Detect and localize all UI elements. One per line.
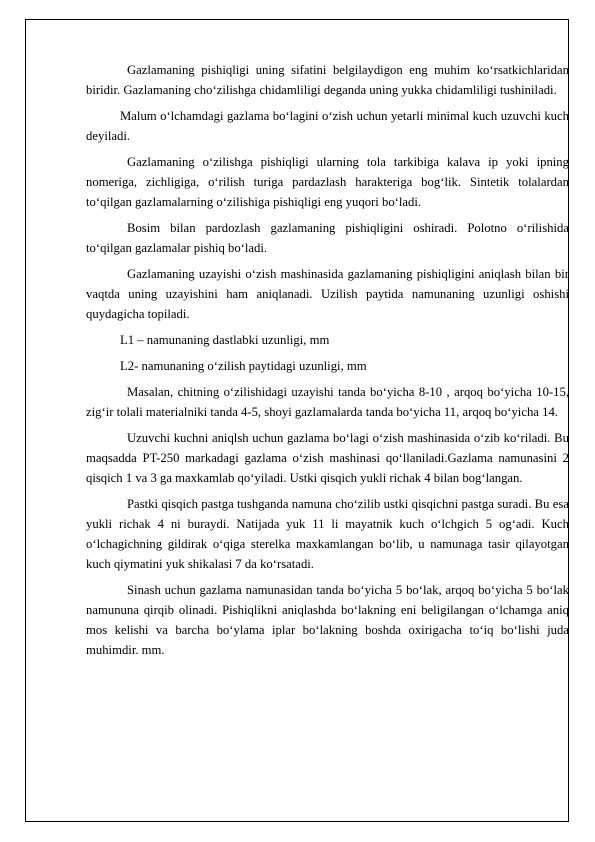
paragraph-7: L2- namunaning o‘zilish paytidagi uzunligi, mm [120, 359, 367, 373]
paragraph-8: Masalan, chitning o‘zilishidagi uzayishi tanda bo‘yicha 8-10 , arqoq bo‘yicha 10-15, zig‘ir tolali materialniki tanda 4-5, shoyi gazlamalarda tanda bo‘yicha 11, arqoq bo‘yicha 14. [86, 385, 569, 419]
paragraph-3: Gazlamaning o‘zilishga pishiqligi ularning tola tarkibiga kalava ip yoki ipning nomeriga, zichligiga, o‘rilish turiga pardazlash harakteriga bog‘lik. Sintetik tolalardan to‘qilgan gazlamalarning o‘zilishiga pishiqligi eng yuqori bo‘ladi. [86, 155, 569, 209]
paragraph-6: L1 – namunaning dastlabki uzunligi, mm [120, 333, 330, 347]
paragraph-2: Malum o‘lchamdagi gazlama bo‘lagini o‘zish uchun yetarli minimal kuch uzuvchi kuch deyiladi. [86, 109, 569, 143]
paragraph-10: Pastki qisqich pastga tushganda namuna cho‘zilib ustki qisqichni pastga suradi. Bu esa yukli richak 4 ni buraydi. Natijada yuk 11 li mayatnik kuch o‘lchgich 5 og‘adi. Kuch o‘lchagichning gildirak o‘qiga sterelka maxkamlangan bo‘lib, u namunaga tasir qilayotgan kuch qiymatini yuk shikalasi 7 da ko‘rsatadi. [86, 497, 569, 571]
paragraph-11: Sinash uchun gazlama namunasidan tanda bo‘yicha 5 bo‘lak, arqoq bo‘yicha 5 bo‘lak namununa qirqib olinadi. Pishiqlikni aniqlashda bo‘lakning eni beligilangan o‘lchamga aniq mos kelishi va barcha bo‘ylama iplar bo‘lakning boshda oxirigacha to‘iq bo‘lishi juda muhimdir. mm. [86, 583, 569, 657]
paragraph-1: Gazlamaning pishiqligi uning sifatini belgilaydigon eng muhim ko‘rsatkichlaridan biridir. Gazlamaning cho‘zilishga chidamliligi deganda uning yukka chidamliligi tushiniladi. [86, 63, 569, 97]
document-body [86, 60, 569, 666]
paragraph-9: Uzuvchi kuchni aniqlsh uchun gazlama bo‘lagi o‘zish mashinasida o‘zib ko‘riladi. Bu maqsadda PT-250 markadagi gazlama o‘zish mashinasi qo‘llaniladi.Gazlama namunasini 2 qisqich 1 va 3 ga maxkamlab qo‘yiladi. Ustki qisqich yukli richak 4 bilan bog‘langan. [86, 431, 569, 485]
paragraph-5: Gazlamaning uzayishi o‘zish mashinasida gazlamaning pishiqligini aniqlash bilan bir vaqtda uning uzayishini ham aniqlanadi. Uzilish paytida namunaning uzunligi oshishi quydagicha topiladi. [86, 267, 569, 321]
paragraph-4: Bosim bilan pardozlash gazlamaning pishiqligini oshiradi. Polotno o‘rilishida to‘qilgan gazlamalar pishiq bo‘ladi. [86, 221, 569, 255]
